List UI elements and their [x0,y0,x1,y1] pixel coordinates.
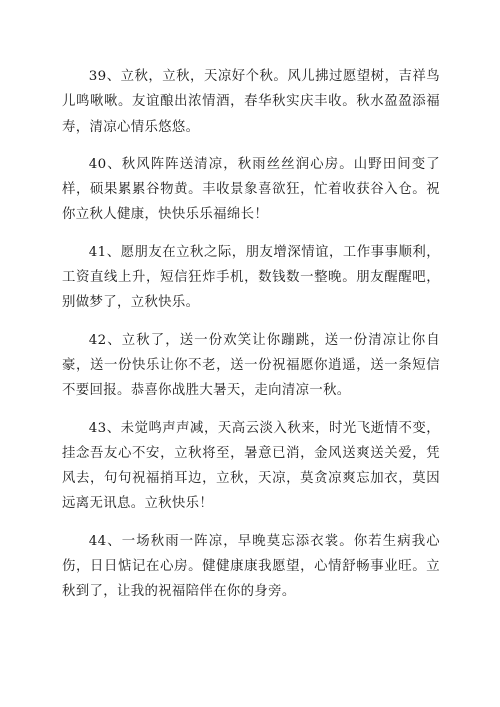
paragraph-44: 44、一场秋雨一阵凉，早晚莫忘添衣裳。你若生病我心伤，日日惦记在心房。健健康康我愿望，心情舒畅事业旺。立秋到了，让我的祝福陪伴在你的身旁。 [62,533,440,600]
paragraph-42: 42、立秋了，送一份欢笑让你蹦跳，送一份清凉让你自豪，送一份快乐让你不老，送一份祝福愿你逍遥，送一条短信不要回报。恭喜你战胜大暑天，走向清凉一秋。 [62,332,440,399]
paragraph-40: 40、秋风阵阵送清凉，秋雨丝丝润心房。山野田间变了样，硕果累累谷物黄。丰收景象喜欲狂，忙着收获谷入仓。祝你立秋人健康，快快乐乐福绵长！ [62,156,440,223]
paragraph-39: 39、立秋，立秋，天凉好个秋。风儿拂过愿望树，吉祥鸟儿鸣啾啾。友谊酿出浓情酒，春华秋实庆丰收。秋水盈盈添福寿，清凉心情乐悠悠。 [62,69,440,135]
document-body [62,64,440,617]
paragraph-41: 41、愿朋友在立秋之际，朋友增深情谊，工作事事顺利，工资直线上升，短信狂炸手机，数钱数一整晚。朋友醒醒吧，别做梦了，立秋快乐。 [62,244,440,311]
paragraph-43: 43、未觉鸣声声减，天高云淡入秋来，时光飞逝情不变，挂念吾友心不安，立秋将至，暑意已消，金风送爽送关爱，凭风去，句句祝福捎耳边，立秋，天凉，莫贪凉爽忘加衣，莫因远离无讯息。立秋快乐！ [62,420,440,512]
